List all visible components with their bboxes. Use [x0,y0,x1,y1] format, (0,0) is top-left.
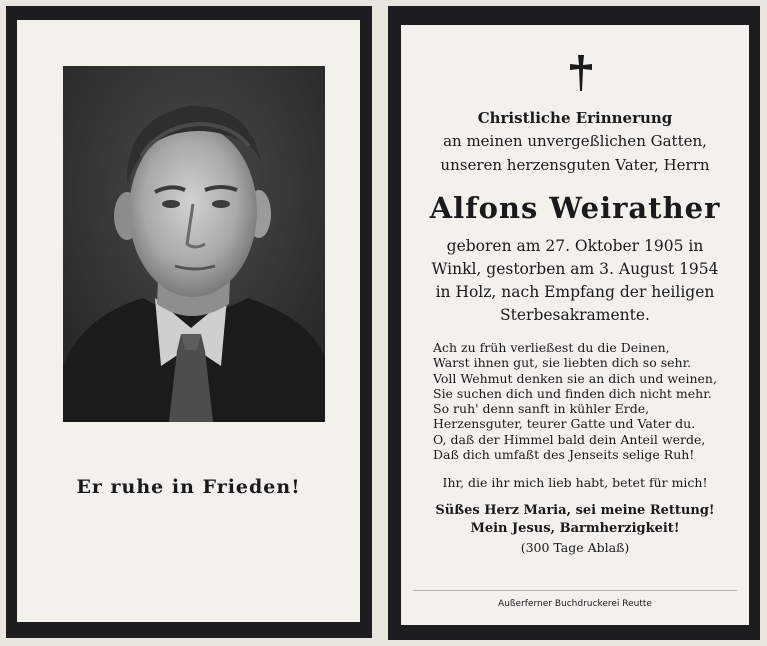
intro-line: unseren herzensguten Vater, Herrn [440,156,710,174]
bio-line: Sterbesakramente. [500,306,650,324]
printer-credit: Außerferner Buchdruckerei Reutte [498,599,652,609]
bio-line: in Holz, nach Empfang der heiligen [435,283,715,301]
poem-stanza-2 [433,401,705,463]
poem-line: Ach zu früh verließest du die Deinen, [433,340,670,355]
indulgence-text: (300 Tage Ablaß) [520,540,630,555]
poem-line: O, daß der Himmel bald dein Anteil werde, [433,431,706,447]
heading: Christliche Erinnerung [477,109,673,127]
left-card-panel [17,20,360,622]
poem-line: So ruh' denn sanft in kühler Erde, [433,401,650,416]
poem-line: Warst ihnen gut, sie liebten dich so sehr. [433,355,692,371]
deceased-name: Alfons Weirather [429,191,721,225]
plea-text: Ihr, die ihr mich lieb habt, betet für mich! [442,475,708,490]
poem-line: Voll Wehmut denken sie an dich und weinen, [433,370,717,386]
portrait-image [63,66,325,422]
memorial-card-left [6,6,372,638]
poem-stanza-1 [433,340,717,402]
intro-line: an meinen unvergeßlichen Gatten, [443,132,707,150]
bio-line: geboren am 27. Oktober 1905 in [446,237,704,255]
poem-line: Herzensguter, teurer Gatte und Vater du. [433,416,696,432]
cross-icon [568,53,594,93]
divider [413,590,737,591]
portrait-photo [63,66,325,422]
prayer-line: Mein Jesus, Barmherzigkeit! [470,521,680,536]
poem-line: Sie suchen dich und finden dich nicht mehr. [433,386,712,402]
right-card-panel [401,25,749,625]
prayer-line: Süßes Herz Maria, sei meine Rettung! [435,503,715,518]
bio-line: Winkl, gestorben am 3. August 1954 [431,260,719,278]
poem-line: Daß dich umfaßt des Jenseits selige Ruh! [433,447,695,463]
epitaph-text: Er ruhe in Frieden! [76,476,301,498]
memorial-card-right [388,6,760,640]
